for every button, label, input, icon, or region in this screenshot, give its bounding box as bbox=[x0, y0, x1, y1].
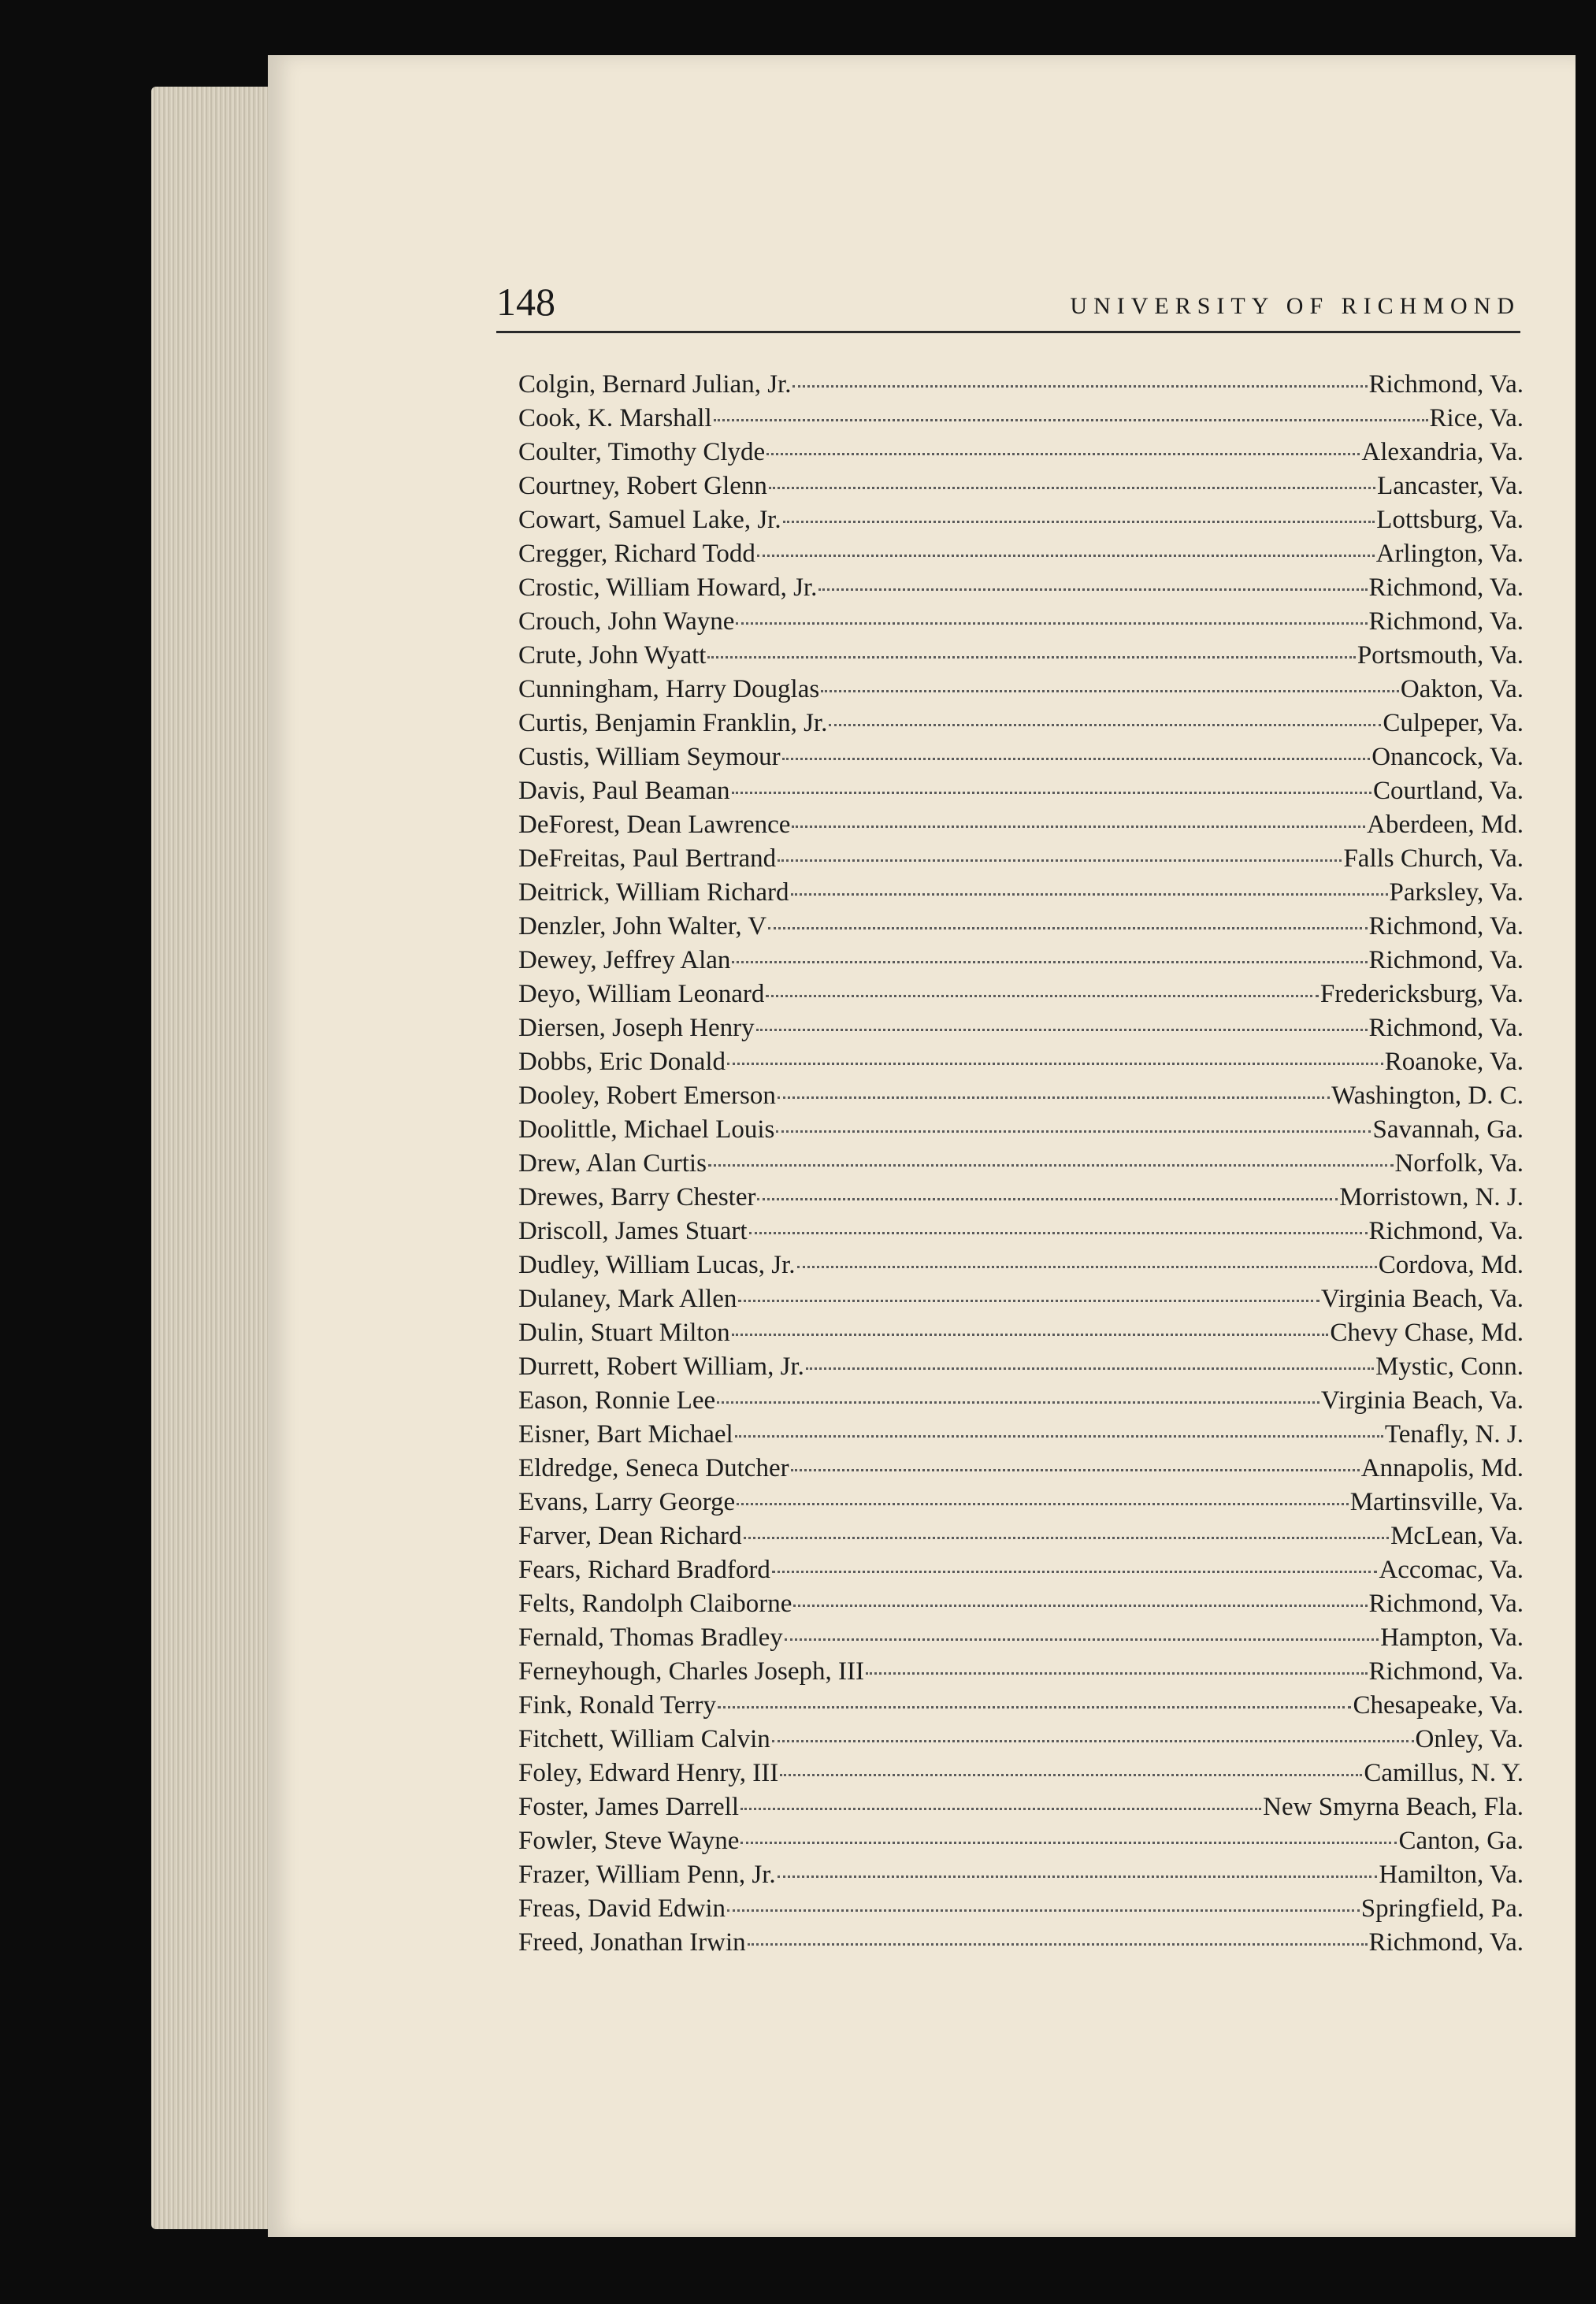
entry-name: Coulter, Timothy Clyde bbox=[518, 438, 766, 466]
entry-name: Fink, Ronald Terry bbox=[518, 1691, 716, 1720]
dot-leader bbox=[792, 385, 1367, 388]
entry-place: Courtland, Va. bbox=[1373, 777, 1524, 805]
entry-place: Richmond, Va. bbox=[1368, 946, 1524, 974]
entry-name: Denzler, John Walter, V bbox=[518, 912, 767, 941]
entry-name: Drewes, Barry Chester bbox=[518, 1183, 756, 1211]
entry-name: Colgin, Bernard Julian, Jr. bbox=[518, 370, 792, 399]
list-item bbox=[518, 1590, 1524, 1623]
dot-leader bbox=[756, 1029, 1368, 1031]
entry-name: DeFreitas, Paul Bertrand bbox=[518, 844, 777, 873]
entry-place: Chevy Chase, Md. bbox=[1330, 1319, 1524, 1347]
list-item bbox=[518, 641, 1524, 675]
list-item bbox=[518, 607, 1524, 641]
entry-name: Curtis, Benjamin Franklin, Jr. bbox=[518, 709, 828, 737]
entry-name: Felts, Randolph Claiborne bbox=[518, 1590, 792, 1618]
dot-leader bbox=[866, 1672, 1368, 1675]
list-item bbox=[518, 1082, 1524, 1115]
entry-name: Dobbs, Eric Donald bbox=[518, 1048, 726, 1076]
entry-place: Virginia Beach, Va. bbox=[1320, 1285, 1524, 1313]
entry-name: Crostic, William Howard, Jr. bbox=[518, 573, 818, 602]
dot-leader bbox=[714, 419, 1428, 421]
entry-place: Richmond, Va. bbox=[1368, 1928, 1524, 1957]
entry-name: Courtney, Robert Glenn bbox=[518, 472, 767, 500]
entry-place: Springfield, Pa. bbox=[1360, 1894, 1524, 1923]
dot-leader bbox=[740, 1842, 1397, 1844]
entry-name: Custis, William Seymour bbox=[518, 743, 781, 771]
entry-name: Deitrick, William Richard bbox=[518, 878, 789, 907]
dot-leader bbox=[797, 1266, 1377, 1268]
dot-leader bbox=[783, 521, 1375, 523]
dot-leader bbox=[792, 826, 1365, 828]
running-head bbox=[496, 268, 1520, 333]
entry-name: Cook, K. Marshall bbox=[518, 404, 712, 432]
entry-place: Mystic, Conn. bbox=[1375, 1352, 1524, 1381]
list-item bbox=[518, 1759, 1524, 1793]
entry-name: Dulin, Stuart Milton bbox=[518, 1319, 730, 1347]
entry-name: Dulaney, Mark Allen bbox=[518, 1285, 737, 1313]
dot-leader bbox=[772, 1571, 1378, 1573]
list-item bbox=[518, 1793, 1524, 1827]
list-item bbox=[518, 1827, 1524, 1861]
book-page bbox=[268, 55, 1576, 2237]
list-item bbox=[518, 1048, 1524, 1082]
list-item bbox=[518, 777, 1524, 811]
entry-place: Norfolk, Va. bbox=[1394, 1149, 1524, 1178]
entry-name: Eldredge, Seneca Dutcher bbox=[518, 1454, 789, 1482]
entry-name: DeForest, Dean Lawrence bbox=[518, 811, 791, 839]
entry-name: Drew, Alan Curtis bbox=[518, 1149, 707, 1178]
entry-name: Evans, Larry George bbox=[518, 1488, 736, 1516]
entry-place: McLean, Va. bbox=[1390, 1522, 1524, 1550]
dot-leader bbox=[776, 1130, 1371, 1133]
list-item bbox=[518, 1386, 1524, 1420]
entry-place: Hampton, Va. bbox=[1380, 1623, 1524, 1652]
list-item bbox=[518, 1115, 1524, 1149]
list-item bbox=[518, 1251, 1524, 1285]
list-item bbox=[518, 506, 1524, 540]
entry-place: Falls Church, Va. bbox=[1343, 844, 1524, 873]
list-item bbox=[518, 1014, 1524, 1048]
entry-place: Richmond, Va. bbox=[1368, 607, 1524, 636]
entry-place: Tenafly, N. J. bbox=[1384, 1420, 1524, 1449]
entry-name: Freas, David Edwin bbox=[518, 1894, 726, 1923]
list-item bbox=[518, 1149, 1524, 1183]
entry-place: Martinsville, Va. bbox=[1349, 1488, 1524, 1516]
dot-leader bbox=[766, 453, 1360, 455]
list-item bbox=[518, 438, 1524, 472]
list-item bbox=[518, 1522, 1524, 1556]
page-number: 148 bbox=[496, 280, 555, 324]
entry-name: Eason, Ronnie Lee bbox=[518, 1386, 716, 1415]
entry-name: Farver, Dean Richard bbox=[518, 1522, 742, 1550]
list-item bbox=[518, 1420, 1524, 1454]
dot-leader bbox=[782, 758, 1371, 760]
directory-list bbox=[518, 370, 1524, 1962]
entry-name: Crute, John Wyatt bbox=[518, 641, 707, 670]
list-item bbox=[518, 1894, 1524, 1928]
entry-place: Alexandria, Va. bbox=[1361, 438, 1524, 466]
entry-place: Richmond, Va. bbox=[1368, 370, 1524, 399]
dot-leader bbox=[829, 724, 1381, 726]
entry-place: Cordova, Md. bbox=[1378, 1251, 1524, 1279]
dot-leader bbox=[735, 1435, 1383, 1438]
dot-leader bbox=[757, 555, 1375, 557]
entry-name: Eisner, Bart Michael bbox=[518, 1420, 733, 1449]
list-item bbox=[518, 1352, 1524, 1386]
entry-place: Chesapeake, Va. bbox=[1353, 1691, 1524, 1720]
entry-name: Doolittle, Michael Louis bbox=[518, 1115, 775, 1144]
entry-name: Crouch, John Wayne bbox=[518, 607, 735, 636]
entry-name: Deyo, William Leonard bbox=[518, 980, 765, 1008]
entry-name: Davis, Paul Beaman bbox=[518, 777, 730, 805]
dot-leader bbox=[780, 1774, 1362, 1776]
entry-place: Lancaster, Va. bbox=[1377, 472, 1524, 500]
entry-place: Lottsburg, Va. bbox=[1376, 506, 1524, 534]
dot-leader bbox=[778, 1096, 1330, 1099]
dot-leader bbox=[748, 1943, 1368, 1946]
entry-place: Accomac, Va. bbox=[1379, 1556, 1524, 1584]
list-item bbox=[518, 675, 1524, 709]
list-item bbox=[518, 912, 1524, 946]
entry-place: New Smyrna Beach, Fla. bbox=[1263, 1793, 1524, 1821]
entry-name: Cowart, Samuel Lake, Jr. bbox=[518, 506, 781, 534]
entry-place: Rice, Va. bbox=[1429, 404, 1524, 432]
entry-place: Richmond, Va. bbox=[1368, 1217, 1524, 1245]
header-title: UNIVERSITY OF RICHMOND bbox=[1070, 293, 1520, 319]
entry-place: Annapolis, Md. bbox=[1360, 1454, 1524, 1482]
entry-name: Fitchett, William Calvin bbox=[518, 1725, 770, 1753]
entry-place: Morristown, N. J. bbox=[1339, 1183, 1524, 1211]
dot-leader bbox=[818, 588, 1367, 591]
list-item bbox=[518, 1217, 1524, 1251]
entry-name: Cregger, Richard Todd bbox=[518, 540, 755, 568]
entry-name: Dooley, Robert Emerson bbox=[518, 1082, 776, 1110]
dot-leader bbox=[793, 1605, 1367, 1607]
list-item bbox=[518, 370, 1524, 404]
list-item bbox=[518, 540, 1524, 573]
dot-leader bbox=[737, 1503, 1349, 1505]
entry-place: Roanoke, Va. bbox=[1384, 1048, 1524, 1076]
entry-name: Dudley, William Lucas, Jr. bbox=[518, 1251, 796, 1279]
page-edges bbox=[151, 87, 277, 2229]
dot-leader bbox=[717, 1401, 1319, 1404]
entry-place: Arlington, Va. bbox=[1375, 540, 1524, 568]
dot-leader bbox=[821, 690, 1399, 692]
entry-place: Onley, Va. bbox=[1415, 1725, 1524, 1753]
dot-leader bbox=[708, 1164, 1394, 1167]
entry-place: Fredericksburg, Va. bbox=[1319, 980, 1524, 1008]
entry-place: Virginia Beach, Va. bbox=[1320, 1386, 1524, 1415]
entry-place: Hamilton, Va. bbox=[1379, 1861, 1524, 1889]
list-item bbox=[518, 1861, 1524, 1894]
list-item bbox=[518, 1556, 1524, 1590]
entry-name: Driscoll, James Stuart bbox=[518, 1217, 748, 1245]
list-item bbox=[518, 1725, 1524, 1759]
dot-leader bbox=[732, 961, 1367, 963]
dot-leader bbox=[732, 1334, 1329, 1336]
dot-leader bbox=[791, 893, 1388, 896]
entry-place: Culpeper, Va. bbox=[1383, 709, 1524, 737]
list-item bbox=[518, 1183, 1524, 1217]
entry-place: Aberdeen, Md. bbox=[1367, 811, 1524, 839]
dot-leader bbox=[707, 656, 1355, 659]
entry-place: Savannah, Ga. bbox=[1372, 1115, 1524, 1144]
list-item bbox=[518, 1691, 1524, 1725]
dot-leader bbox=[778, 1875, 1378, 1878]
list-item bbox=[518, 878, 1524, 912]
list-item bbox=[518, 472, 1524, 506]
dot-leader bbox=[749, 1232, 1368, 1234]
entry-name: Foley, Edward Henry, III bbox=[518, 1759, 779, 1787]
entry-name: Ferneyhough, Charles Joseph, III bbox=[518, 1657, 864, 1686]
dot-leader bbox=[768, 927, 1367, 929]
dot-leader bbox=[757, 1198, 1338, 1200]
entry-place: Washington, D. C. bbox=[1331, 1082, 1524, 1110]
list-item bbox=[518, 980, 1524, 1014]
entry-place: Richmond, Va. bbox=[1368, 573, 1524, 602]
entry-name: Fears, Richard Bradford bbox=[518, 1556, 770, 1584]
dot-leader bbox=[778, 859, 1342, 862]
entry-name: Frazer, William Penn, Jr. bbox=[518, 1861, 776, 1889]
dot-leader bbox=[738, 1300, 1319, 1302]
list-item bbox=[518, 1454, 1524, 1488]
entry-name: Durrett, Robert William, Jr. bbox=[518, 1352, 804, 1381]
entry-place: Onancock, Va. bbox=[1371, 743, 1524, 771]
entry-place: Richmond, Va. bbox=[1368, 1657, 1524, 1686]
list-item bbox=[518, 743, 1524, 777]
entry-name: Diersen, Joseph Henry bbox=[518, 1014, 755, 1042]
list-item bbox=[518, 1319, 1524, 1352]
list-item bbox=[518, 1928, 1524, 1962]
dot-leader bbox=[772, 1740, 1414, 1742]
dot-leader bbox=[791, 1469, 1360, 1471]
entry-place: Oakton, Va. bbox=[1400, 675, 1524, 703]
list-item bbox=[518, 1488, 1524, 1522]
list-item bbox=[518, 709, 1524, 743]
dot-leader bbox=[769, 487, 1375, 489]
dot-leader bbox=[736, 622, 1367, 625]
entry-place: Canton, Ga. bbox=[1398, 1827, 1524, 1855]
entry-name: Dewey, Jeffrey Alan bbox=[518, 946, 731, 974]
list-item bbox=[518, 1623, 1524, 1657]
dot-leader bbox=[718, 1706, 1351, 1709]
dot-leader bbox=[785, 1638, 1379, 1641]
entry-name: Foster, James Darrell bbox=[518, 1793, 740, 1821]
entry-name: Fernald, Thomas Bradley bbox=[518, 1623, 783, 1652]
entry-name: Cunningham, Harry Douglas bbox=[518, 675, 820, 703]
entry-place: Parksley, Va. bbox=[1389, 878, 1524, 907]
entry-place: Camillus, N. Y. bbox=[1364, 1759, 1524, 1787]
list-item bbox=[518, 811, 1524, 844]
entry-name: Freed, Jonathan Irwin bbox=[518, 1928, 746, 1957]
dot-leader bbox=[732, 792, 1372, 794]
dot-leader bbox=[806, 1367, 1374, 1370]
list-item bbox=[518, 573, 1524, 607]
dot-leader bbox=[727, 1909, 1360, 1912]
entry-name: Fowler, Steve Wayne bbox=[518, 1827, 740, 1855]
dot-leader bbox=[766, 995, 1318, 997]
list-item bbox=[518, 946, 1524, 980]
dot-leader bbox=[727, 1063, 1383, 1065]
list-item bbox=[518, 1285, 1524, 1319]
entry-place: Richmond, Va. bbox=[1368, 1590, 1524, 1618]
list-item bbox=[518, 844, 1524, 878]
entry-place: Portsmouth, Va. bbox=[1357, 641, 1524, 670]
list-item bbox=[518, 1657, 1524, 1691]
list-item bbox=[518, 404, 1524, 438]
entry-place: Richmond, Va. bbox=[1368, 1014, 1524, 1042]
entry-place: Richmond, Va. bbox=[1368, 912, 1524, 941]
dot-leader bbox=[740, 1808, 1261, 1810]
dot-leader bbox=[744, 1537, 1389, 1539]
